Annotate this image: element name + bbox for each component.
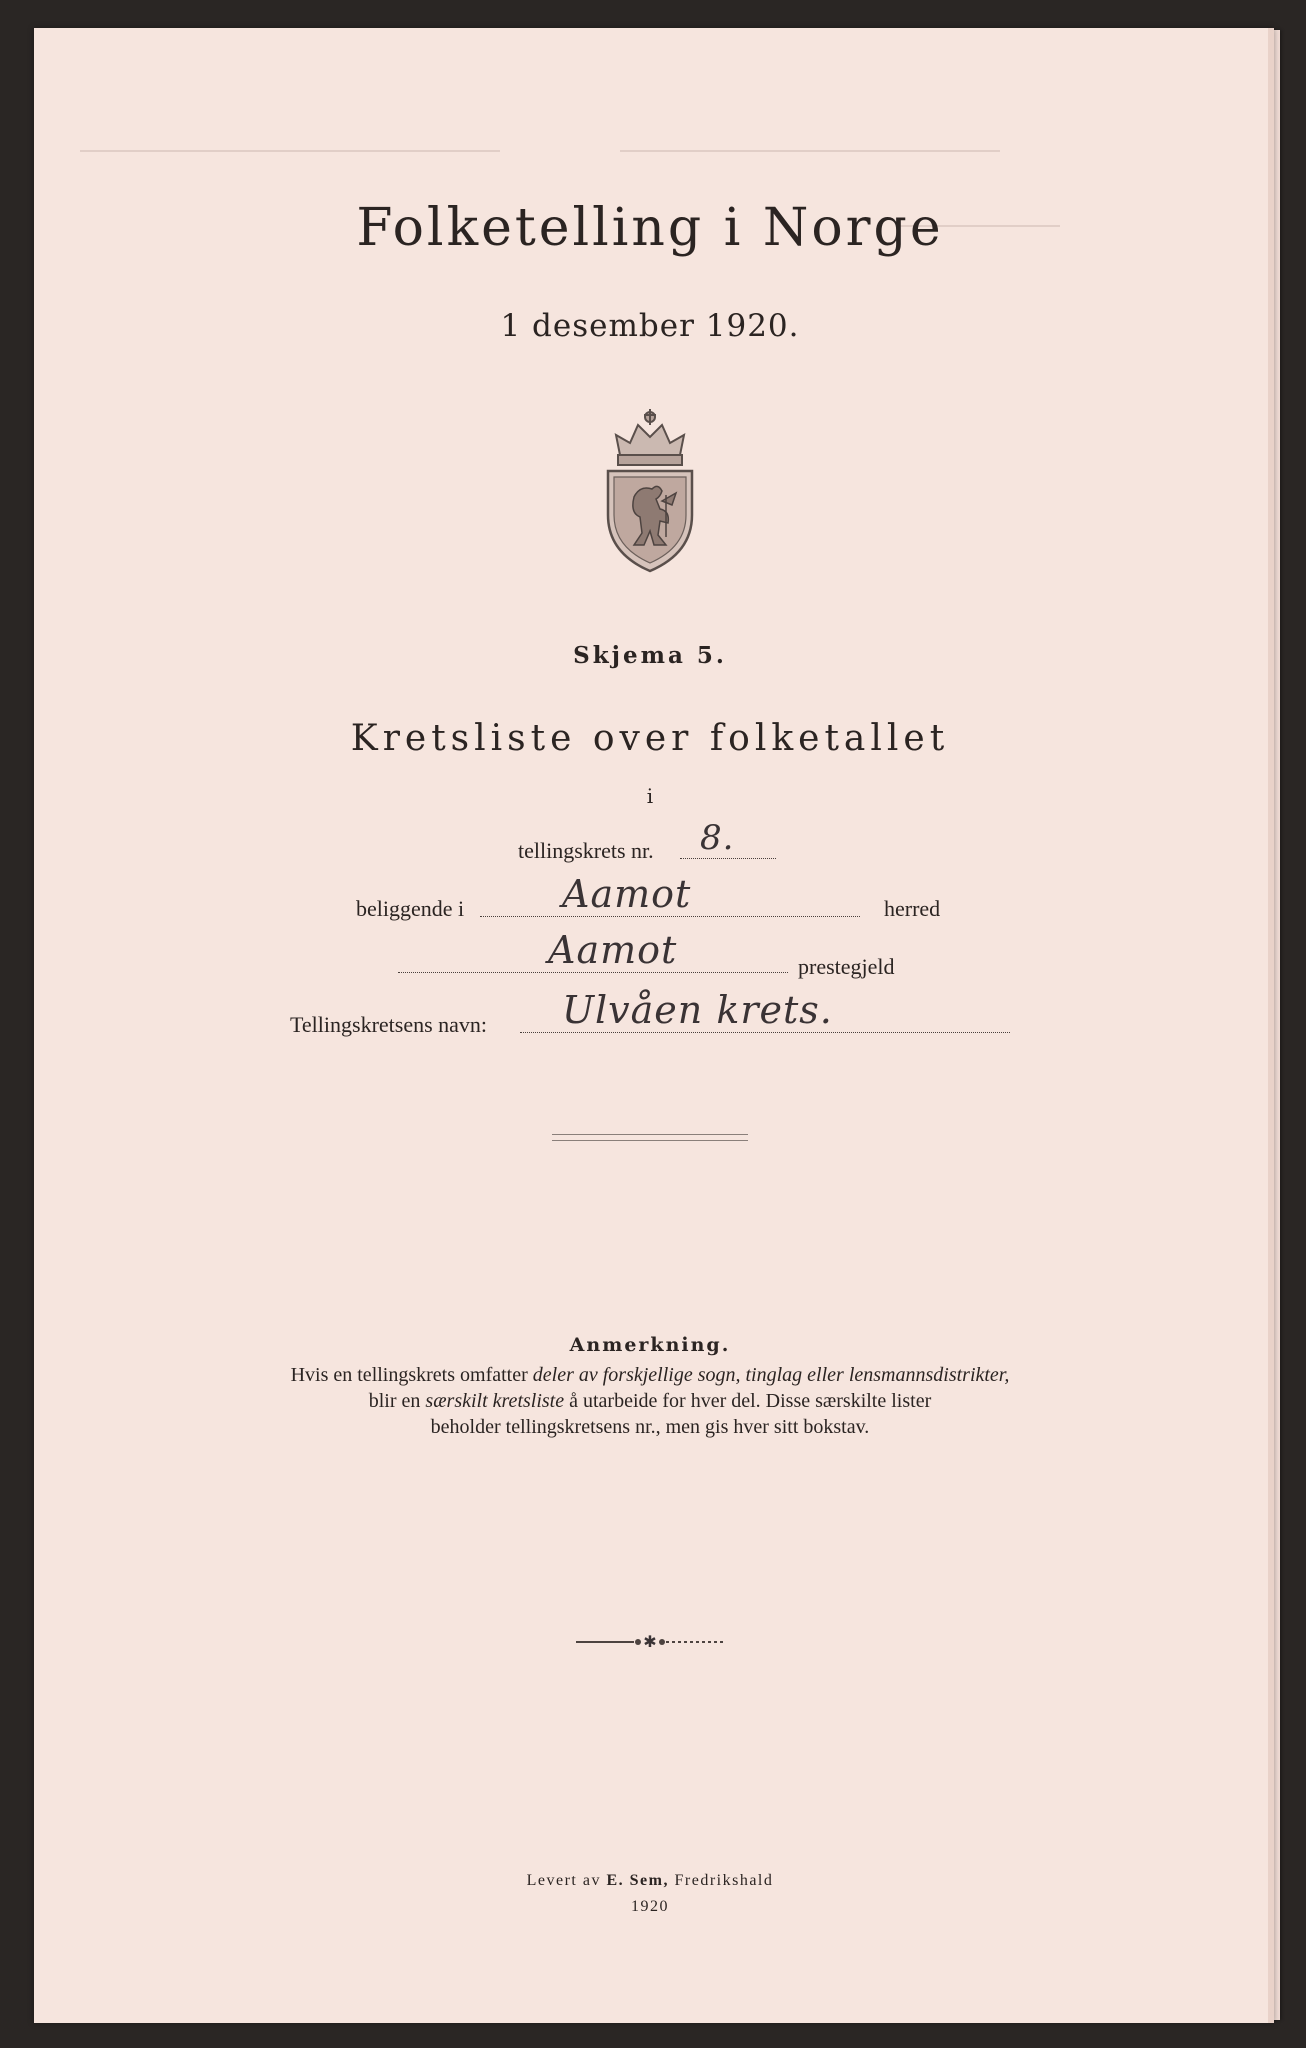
note-heading: Anmerkning. [569,1334,731,1356]
note-line-2-italic: særskilt kretsliste [425,1390,565,1412]
krets-name-value: Ulvåen krets. [562,988,833,1032]
printer-place: Fredrikshald [668,1872,774,1889]
note-line-1-text: Hvis en tellingskrets omfatter [290,1364,533,1386]
document-title: Folketelling i Norge [356,198,944,258]
prestegjeld-line [398,972,788,973]
herred-value: Aamot [562,872,692,916]
printer-name: E. Sem, [606,1872,669,1889]
note-line-2-text: blir en [368,1390,426,1412]
note-line-1 [34,1364,1266,1387]
krets-number-value: 8. [700,818,735,858]
herred-line [480,916,860,917]
printer-credit-prefix: Levert av [526,1872,607,1889]
section-divider [552,1134,748,1141]
krets-number-line [680,858,776,859]
note-line-2-tail: å utarbeide for hver del. Disse særskilte lister [564,1390,932,1412]
beliggende-label: beliggende i [356,896,465,921]
note-line-2 [34,1390,1266,1413]
krets-name-line [520,1032,1010,1033]
schema-label: Skjema 5. [573,642,727,669]
census-date: 1 desember 1920. [500,308,800,344]
printer-year: 1920 [631,1898,669,1915]
herred-label: herred [884,896,941,921]
krets-name-label: Tellingskretsens navn: [290,1012,488,1037]
prestegjeld-value: Aamot [548,928,678,972]
prestegjeld-label: prestegjeld [798,954,895,979]
bleed-through-mark [80,150,500,152]
svg-text:✱: ✱ [643,1632,657,1651]
note-line-3: beholder tellingskretsens nr., men gis hver sitt bokstav. [430,1416,870,1438]
norwegian-coat-of-arms-icon [600,405,700,575]
bleed-through-mark [620,150,1000,152]
preposition-i: i [646,784,654,808]
note-line-1-italic: deler av forskjellige sogn, tinglag eller lensmannsdistrikter, [532,1364,1010,1386]
decorative-ornament-icon [560,1632,740,1652]
form-subtitle: Kretsliste over folketallet [350,718,950,759]
krets-number-label: tellingskrets nr. [518,838,654,863]
printer-credit [34,1872,1266,1890]
page-edge [1268,28,1274,2023]
